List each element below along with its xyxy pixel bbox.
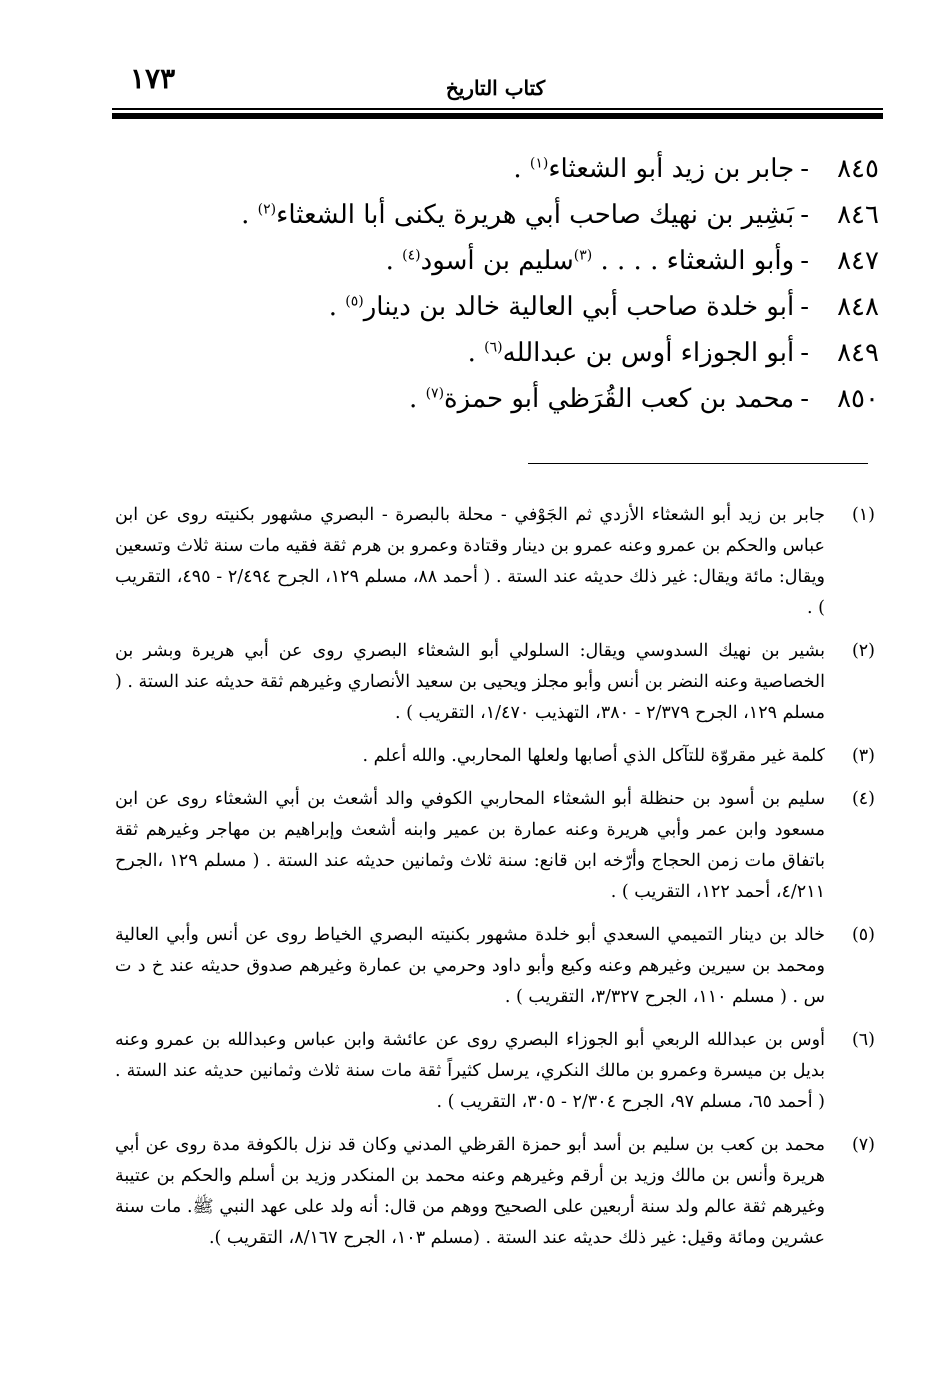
footnote-ref[interactable]: (٥) <box>345 293 364 310</box>
entry-850: ٨٥٠-محمد بن كعب القُرَظي أبو حمزة$^{(٧)}$ . <box>119 376 879 422</box>
footnote-5 <box>115 920 875 1013</box>
footnote-text: خالد بن دينار التميمي السعدي أبو خلدة مشهور بكنيته البصري الخياط روى عن أنس وأبي العالية ومحمد بن سيرين وغيرهم وعنه وكيع وأبو داود وحرمي بن عمارة وغيرهم صدوق حديثه عند خ د ت س . ( مسلم ١١٠، الجرح ٣/٣٢٧، التقريب ) . <box>115 925 825 1007</box>
footnote-text: بشير بن نهيك السدوسي ويقال: السلولي أبو الشعثاء البصري روى عن أبي هريرة وبشر بن الخصاصية وعنه النضر بن أنس وأبو مجلز ويحيى بن سعيد الأنصاري وغيرهم ثقة حديثه عند الستة . ( مسلم ١٢٩، الجرح ٢/٣٧٩ - ٣٨٠، التهذيب ١/٤٧٠، التقريب ) . <box>115 641 825 723</box>
footnote-ref[interactable]: (٣) <box>573 247 593 264</box>
footnotes-section <box>115 500 875 1266</box>
entry-text: أبو خلدة صاحب أبي العالية خالد بن دينار <box>363 292 795 322</box>
entry-number: ٨٤٦ <box>837 200 879 230</box>
footnote-text: كلمة غير مقروّة للتآكل الذي أصابها ولعلها المحاربي. والله أعلم . <box>362 746 825 766</box>
footnote-ref[interactable]: (١) <box>529 155 549 172</box>
footnote-ref[interactable]: (٦) <box>484 339 503 356</box>
footnote-mark: (١) <box>851 505 875 525</box>
running-title: كتاب التاريخ <box>445 76 546 100</box>
footnote-ref[interactable]: (٤) <box>402 247 421 264</box>
footnote-4 <box>115 784 875 908</box>
entry-number: ٨٤٩ <box>837 338 879 368</box>
entry-848: ٨٤٨-أبو خلدة صاحب أبي العالية خالد بن دينار$^{(٥)}$ . <box>119 284 879 330</box>
footnote-3 <box>115 741 875 772</box>
entry-text: جابر بن زيد أبو الشعثاء <box>548 154 795 184</box>
footnote-mark: (٢) <box>851 641 875 661</box>
header-rule-thin <box>112 108 883 110</box>
page-number: ١٧٣ <box>130 62 176 95</box>
entry-number: ٨٤٨ <box>837 292 879 322</box>
header-rule-thick <box>112 113 883 119</box>
footnote-mark: (٣) <box>851 746 875 766</box>
entry-number: ٨٤٥ <box>837 154 879 184</box>
footnote-1 <box>115 500 875 624</box>
entry-849: ٨٤٩-أبو الجوزاء أوس بن عبدالله$^{(٦)}$ . <box>119 330 879 376</box>
entry-846: ٨٤٦-بَشِير بن نهيك صاحب أبي هريرة يكنى أبا الشعثاء$^{(٢)}$ . <box>119 192 879 238</box>
footnote-text: محمد بن كعب بن سليم بن أسد أبو حمزة القرظي المدني وكان قد نزل بالكوفة مدة روى عن أبي هريرة وأنس بن مالك وزيد بن أرقم وغيرهم وعنه محمد بن المنكدر وزيد بن أسلم والحكم بن عتيبة وغيرهم ثقة عالم ولد سنة أربعين على الصحيح ووهم من قال: أنه ولد على عهد النبي ﷺ. مات سنة عشرين ومائة وقيل: غير ذلك حديثه عند الستة . (مسلم ١٠٣، الجرح ٨/١٦٧، التقريب ). <box>115 1135 825 1248</box>
footnote-6 <box>115 1025 875 1118</box>
entry-number: ٨٤٧ <box>837 246 879 276</box>
entry-text: محمد بن كعب القُرَظي أبو حمزة <box>444 384 795 414</box>
footnote-ref[interactable]: (٢) <box>257 201 277 218</box>
entry-number: ٨٥٠ <box>837 384 879 414</box>
footnote-mark: (٥) <box>851 925 875 945</box>
footnote-7 <box>115 1130 875 1254</box>
footnote-mark: (٤) <box>851 789 875 809</box>
footnote-text: جابر بن زيد أبو الشعثاء الأزدي ثم الجَوْفي - محلة بالبصرة - البصري مشهور بكنيته روى عن ابن عباس والحكم بن عمرو وعنه عمرو بن دينار وقتادة وعمرو بن هرم ثقة فقيه مات سنة ثلاث وتسعين ويقال: مائة ويقال: غير ذلك حديثه عند الستة . ( أحمد ٨٨، مسلم ١٢٩، الجرح ٢/٤٩٤ - ٤٩٥، التقريب ) . <box>115 505 826 618</box>
entry-text: وأبو الشعثاء . . . . <box>600 246 795 276</box>
footnote-separator <box>528 463 868 464</box>
entry-text: بَشِير بن نهيك صاحب أبي هريرة يكنى أبا الشعثاء <box>276 200 795 230</box>
footnote-2 <box>115 636 875 729</box>
footnote-ref[interactable]: (٧) <box>425 385 445 402</box>
entries-list <box>119 146 879 422</box>
page-header <box>110 58 881 114</box>
footnote-mark: (٧) <box>851 1135 875 1155</box>
footnote-text: سليم بن أسود بن حنظلة أبو الشعثاء المحاربي الكوفي والد أشعث بن أبي الشعثاء روى عن ابن مسعود وابن عمر وأبي هريرة وعنه عمارة بن عمير وابنه أشعث وإبراهيم بن مهاجر وغيرهم ثقة باتفاق مات زمن الحجاج وأرّخه ابن قانع: سنة ثلاث وثمانين حديثه عند الستة . ( مسلم ١٢٩ ،الجرح ٤/٢١١، أحمد ١٢٢، التقريب ) . <box>115 789 826 902</box>
footnote-mark: (٦) <box>851 1030 875 1050</box>
entry-text-2: سليم بن أسود <box>420 246 574 276</box>
entry-847: ٨٤٧-وأبو الشعثاء . . . . $^{(٣)}$سليم بن أسود$^{(٤)}$ . <box>119 238 879 284</box>
entry-845: ٨٤٥-جابر بن زيد أبو الشعثاء$^{(١)}$ . <box>119 146 879 192</box>
footnote-text: أوس بن عبدالله الربعي أبو الجوزاء البصري روى عن عائشة وابن عباس وعبدالله بن عمرو وعنه بديل بن ميسرة وعمرو بن مالك النكري، يرسل كثيراً ثقة مات سنة ثلاث وثمانين حديثه عند الستة . ( أحمد ٦٥، مسلم ٩٧، الجرح ٢/٣٠٤ - ٣٠٥، التقريب ) . <box>115 1030 825 1112</box>
entry-text: أبو الجوزاء أوس بن عبدالله <box>502 338 795 368</box>
